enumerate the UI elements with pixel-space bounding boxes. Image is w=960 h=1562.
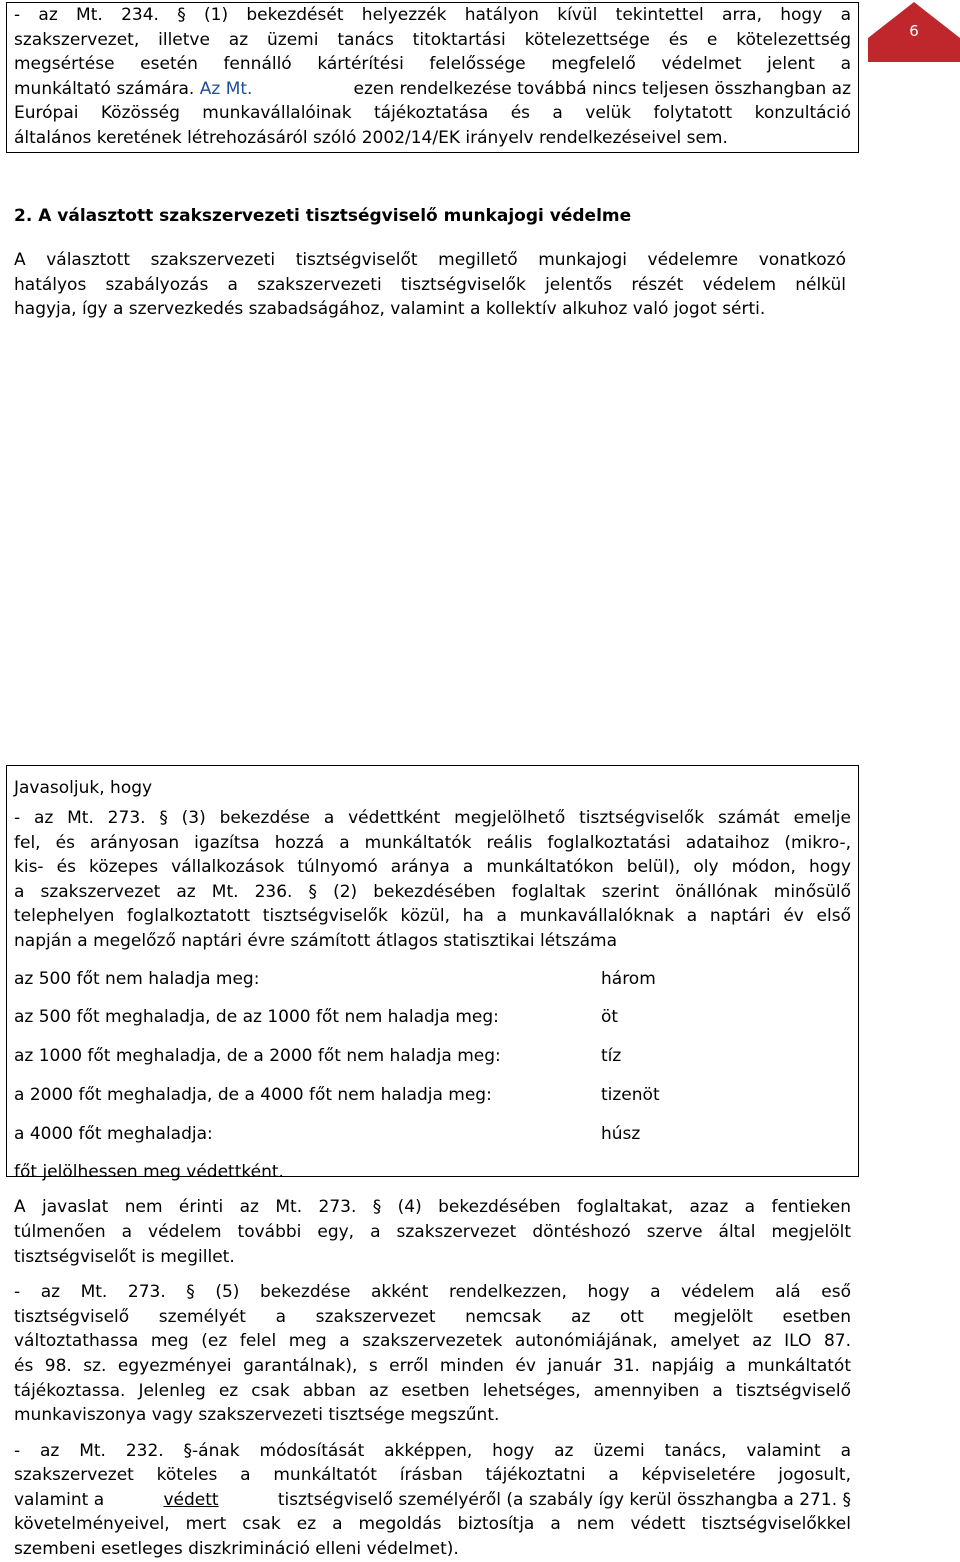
p4-line-4: követelményeivel, mert csak ez a megoldás biztosítja a nem védett tisztségviselőkkel <box>14 1514 851 1535</box>
box1-line-2: szakszervezet, illetve az üzemi tanács titoktartási kötelezettsége és e kötelezettség <box>14 29 851 50</box>
row-value: tíz <box>601 1046 622 1067</box>
threshold-table <box>14 967 851 1160</box>
p1-line-4: a szakszervezet az Mt. 236. § (2) bekezdésében foglaltak szerint önállónak minősülő <box>14 881 851 902</box>
section-line-2: hatályos szabályozás a szakszervezeti tisztségviselők jelentős részét védelem nélkül <box>14 274 846 295</box>
proposal-3 <box>14 1280 851 1428</box>
p4-line-5: szembeni esetleges diszkrimináció elleni védelmet). <box>14 1539 459 1560</box>
box1-line-5: Európai Közösség munkavállalóinak tájékoztatása és a velük folytatott konzultáció <box>14 103 851 124</box>
p4-line-3a: valamint a <box>14 1489 105 1510</box>
row-label: a 4000 főt meghaladja: <box>14 1123 213 1144</box>
p1-line-1: - az Mt. 273. § (3) bekezdése a védettként megjelölhető tisztségviselők számát emelje <box>14 808 851 828</box>
p3-line-4: és 98. sz. egyezményei garantálnak), s erről minden év január 31. napjáig a munkáltatót <box>14 1355 851 1376</box>
row-value: három <box>601 968 656 989</box>
p2-line-3: tisztségviselőt is megillet. <box>14 1246 235 1267</box>
p1-line-6: napján a megelőző naptári évre számított átlagos statisztikai létszáma <box>14 930 617 951</box>
box1-line-1: - az Mt. 234. § (1) bekezdését helyezzék hatályon kívül tekintettel arra, hogy a <box>14 5 851 25</box>
p2-line-2: túlmenően a védelem további egy, a szakszervezet döntéshozó szerve által megjelölt <box>14 1221 851 1242</box>
section-line-1: A választott szakszervezeti tisztségviselőt megillető munkajogi védelemre vonatkozó <box>14 250 846 270</box>
box1-line-4 <box>14 77 851 102</box>
box1-line-4b: Az Mt. <box>199 78 253 99</box>
intro-text: Javasoljuk, hogy <box>14 778 153 798</box>
section-paragraph <box>14 248 846 322</box>
p4-line-3 <box>14 1488 851 1513</box>
p4-line-1: - az Mt. 232. §-ának módosítását akképpen, hogy az üzemi tanács, valamint a <box>14 1440 851 1461</box>
proposal-4 <box>14 1439 851 1562</box>
table-row <box>14 967 851 1006</box>
proposal-2 <box>14 1195 851 1269</box>
row-label: az 500 főt nem haladja meg: <box>14 968 260 989</box>
row-value: tizenöt <box>601 1084 660 1105</box>
row-label: a 2000 főt meghaladja, de a 4000 főt nem haladja meg: <box>14 1084 492 1105</box>
table-row <box>14 1044 851 1083</box>
p4-line-2: szakszervezet köteles a munkáltatót írásban tájékoztatni a képviseletére jogosult, <box>14 1465 851 1486</box>
section-line-3: hagyja, így a szervezkedés szabadságához, valamint a kollektív alkuhoz való jogot sérti. <box>14 299 766 320</box>
table-row <box>14 1122 851 1160</box>
box1-line-4a: munkáltató számára. <box>14 78 195 99</box>
p2-line-1: A javaslat nem érinti az Mt. 273. § (4) bekezdésében foglaltakat, azaz a fentieken <box>14 1197 851 1218</box>
p4-underlined-word: védett <box>163 1489 219 1510</box>
proposals-box <box>6 765 859 1560</box>
table-row <box>14 1005 851 1044</box>
p1-line-5: telephelyen foglalkoztatott tisztségviselők közül, ha a munkavállalóknak a naptári év első <box>14 906 851 927</box>
box1-line-4c: ezen rendelkezése továbbá nincs teljesen összhangban az <box>353 78 851 99</box>
p1-line-2: fel, és arányosan igazítsa hozzá a munkáltatók reális foglalkoztatási adataihoz (mikro-, <box>14 832 851 853</box>
top-text-box <box>6 2 859 153</box>
section-heading: 2. A választott szakszervezeti tisztségviselő munkajogi védelme <box>14 206 632 226</box>
p3-line-6: munkaviszonya vagy szakszervezeti tisztsége megszűnt. <box>14 1405 500 1426</box>
box1-line-6: általános keretének létrehozásáról szóló 2002/14/EK irányelv rendelkezéseivel sem. <box>14 127 728 148</box>
p1-line-3: kis- és közepes vállalkozások túlnyomó aránya a munkáltatókon belül), oly módon, hogy <box>14 857 851 878</box>
row-value: öt <box>601 1007 619 1028</box>
p3-line-3: változtathassa meg (ez felel meg a szakszervezetek autonómiájának, amelyet az ILO 87. <box>14 1331 851 1352</box>
p3-line-1: - az Mt. 273. § (5) bekezdése akként rendelkezzen, hogy a védelem alá eső <box>14 1282 851 1303</box>
row-label: az 500 főt meghaladja, de az 1000 főt nem haladja meg: <box>14 1007 499 1028</box>
row-label: az 1000 főt meghaladja, de a 2000 főt nem haladja meg: <box>14 1046 501 1067</box>
page-number: 6 <box>909 22 919 40</box>
p3-line-5: tájékoztassa. Jelenleg ez csak abban az esetben lehetséges, amennyiben a tisztségviselő <box>14 1380 851 1401</box>
table-row <box>14 1083 851 1122</box>
row-value: húsz <box>601 1123 641 1144</box>
box1-line-3: megsértése esetén fennálló kártérítési felelőssége megfelelő védelmet jelent a <box>14 54 851 75</box>
after-table-text: főt jelölhessen meg védettként. <box>14 1161 284 1182</box>
p3-line-2: tisztségviselő személyét a szakszervezet nemcsak az ott megjelölt esetben <box>14 1306 851 1327</box>
p4-line-3b: tisztségviselő személyéről (a szabály így kerül összhangba a 271. § <box>277 1489 851 1510</box>
proposal-1 <box>14 806 851 954</box>
